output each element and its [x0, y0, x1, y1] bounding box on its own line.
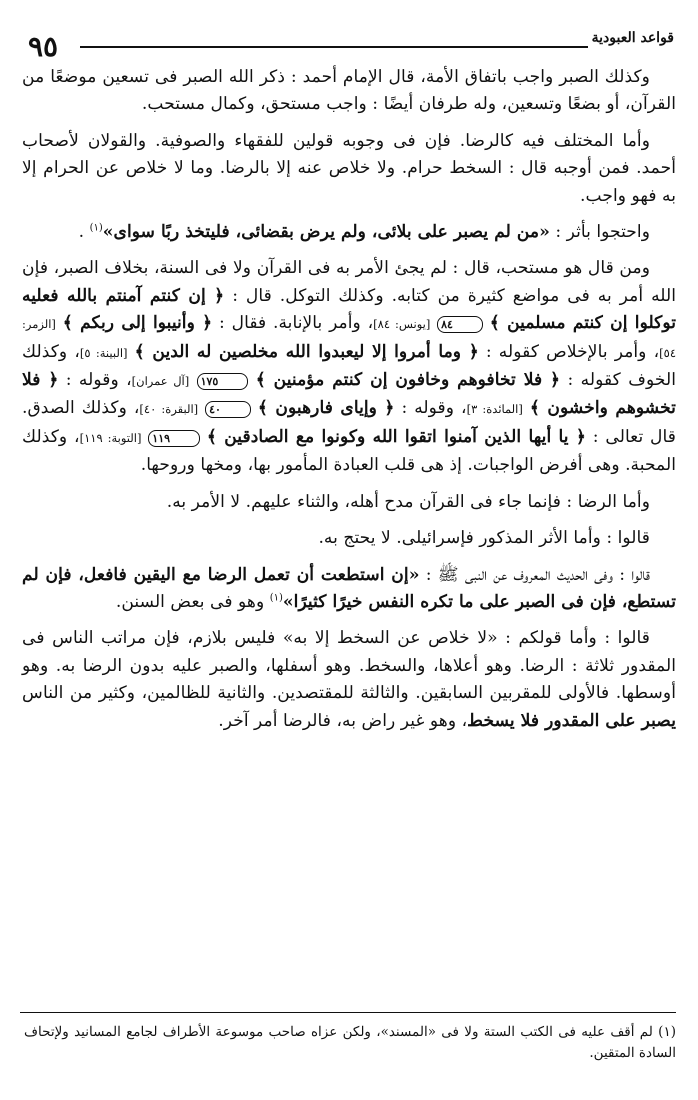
paragraph-contentment-dispute [22, 128, 676, 210]
verse-reference: [التوبة: ١١٩] [79, 430, 142, 445]
hadith-quote: «إن استطعت أن تعمل الرضا مع اليقين فافعل، فإن لم تستطع، فإن فى الصبر على ما تكره النفس خيرًا كثيرًا» [22, 564, 676, 612]
paragraph-text: ، وهو غير راض به، فالرضا أمر آخر. [218, 710, 468, 731]
paragraph-contentment-quran [22, 489, 676, 516]
paragraph-hadith [22, 562, 676, 617]
quran-verse: ﴿ يا أيها الذين آمنوا اتقوا الله وكونوا مع الصادقين ﴾ [206, 426, 586, 447]
emphasis-text: يصبر على المقدور فلا يسخط [467, 710, 676, 731]
quran-verse: ﴿ فلا تخشوهم واخشون ﴾ [22, 370, 676, 419]
paragraph-text: ، وقوله : [401, 398, 467, 419]
paragraph-text: وكذلك الصبر واجب باتفاق الأمة، قال الإمام أحمد : ذكر الله الصبر فى تسعين موضعًا من القرآن، أو بضعًا وتسعين، وله طرفان أيضًا : واجب مستحق، وكمال مستحب. [22, 67, 676, 115]
paragraph-text: ، وأمر بالإخلاص كقوله : [485, 341, 660, 362]
verse-number: ١١٩ [148, 430, 200, 447]
quran-verse: ﴿ إن كنتم آمنتم بالله فعليه توكلوا إن كنتم مسلمين ﴾ [22, 285, 676, 334]
paragraph-text: ، وكذلك المحبة. وهى أفرض الواجبات. إذ هى قلب العبادة المأمور بها، ومخها وروحها. [22, 426, 676, 476]
paragraph-levels [22, 625, 676, 735]
paragraph-text: قالوا : وأما الأثر المذكور فإسرائيلى. لا يحتج به. [318, 528, 650, 549]
verse-reference: [البقرة: ٤٠] [139, 402, 199, 417]
quran-verse: ﴿ فلا تخافوهم وخافون إن كنتم مؤمنين ﴾ [255, 370, 561, 391]
paragraph-text: قالوا : وأما قولكم : «لا خلاص عن السخط إلا به» فليس بلازم، فإن مراتب الناس فى المقدور ثلاثة : الرضا. وهو أعلاها، والسخط. وهو أسفلها، والصبر عليه بدون الرضا به. وهو أوسطها. فالأولى للمقربين السابقين. والثالثة للمقتصدين. والثانية للظالمين، وكثير من الناس [22, 628, 676, 704]
verse-reference: [المائدة: ٣] [466, 402, 523, 417]
paragraph-patience [22, 64, 676, 119]
paragraph-recommended-view [22, 255, 676, 479]
paragraph-text: واحتجوا بأثر : [555, 222, 650, 243]
verse-reference: [البينة: ٥] [79, 345, 128, 360]
paragraph-israelite-report [22, 525, 676, 552]
quran-verse: ﴿ وإياى فارهبون ﴾ [257, 398, 395, 419]
footnote-rule [20, 1012, 676, 1013]
header-rule [80, 46, 588, 48]
paragraph-text: ، وقوله : [65, 370, 132, 391]
verse-number: ٨٤ [437, 316, 483, 333]
paragraph-text: وأما الرضا : فإنما جاء فى القرآن مدح أهله، والثناء عليهم. لا الأمر به. [166, 491, 650, 512]
footnote-marker: (١) [269, 592, 283, 604]
verse-reference: [آل عمران] [131, 374, 190, 389]
footnote-marker: (١) [89, 222, 103, 234]
paragraph-text: ، وكذلك الخوف كقوله : [22, 341, 677, 391]
verse-number: ١٧٥ [197, 373, 249, 390]
quran-verse: ﴿ وأنيبوا إلى ربكم ﴾ [62, 313, 213, 334]
paragraph-text: قالوا : وفى الحديث المعروف عن النبى ﷺ : [425, 564, 651, 585]
verse-reference: [يونس: ٨٤] [373, 317, 431, 332]
verse-number: ٤٠ [205, 401, 251, 418]
page-number: ٩٥ [28, 30, 59, 63]
quran-verse: ﴿ وما أمروا إلا ليعبدوا الله مخلصين له الدين ﴾ [134, 341, 479, 362]
paragraph-text: ، وأمر بالإنابة. فقال : [219, 313, 374, 334]
paragraph-athar: واحتجوا بأثر : «من لم يصبر على بلائى، ولم يرض بقضائى، فليتخذ ربًا سواى»$^{(١)}$ . [78, 222, 650, 243]
verse-reference: [الزمر: ٥٤] [22, 317, 677, 360]
body-text [18, 64, 680, 735]
running-title: قواعد العبودية [591, 30, 674, 46]
page-header [18, 18, 680, 64]
paragraph-text: ومن قال هو مستحب، قال : لم يجئ الأمر به فى القرآن ولا فى السنة، بخلاف الصبر، فإن الله أمر به فى مواضع كثيرة من كتابه. وكذلك التوكل. قال : [22, 258, 676, 306]
athar-quote: «من لم يصبر على بلائى، ولم يرض بقضائى، فليتخذ ربًا سواى» [102, 222, 550, 243]
paragraph-text: وأما المختلف فيه كالرضا. فإن فى وجوبه قولين للفقهاء والصوفية. والقولان لأصحاب أحمد. فمن أوجبه قال : السخط حرام. ولا خلاص عنه إلا بالرضا. وما لا خلاص عن الحرام إلا به فهو واجب. [22, 130, 676, 206]
book-page [18, 18, 680, 1082]
paragraph-text: ، وكذلك الصدق. قال تعالى : [22, 398, 676, 447]
footnote: (١) لم أقف عليه فى الكتب الستة ولا فى «المسند»، ولكن عزاه صاحب موسوعة الأطراف لجامع المسانيد ولإتحاف السادة المتقين. [24, 1024, 676, 1061]
paragraph-text: وهو فى بعض السنن. [115, 591, 265, 612]
